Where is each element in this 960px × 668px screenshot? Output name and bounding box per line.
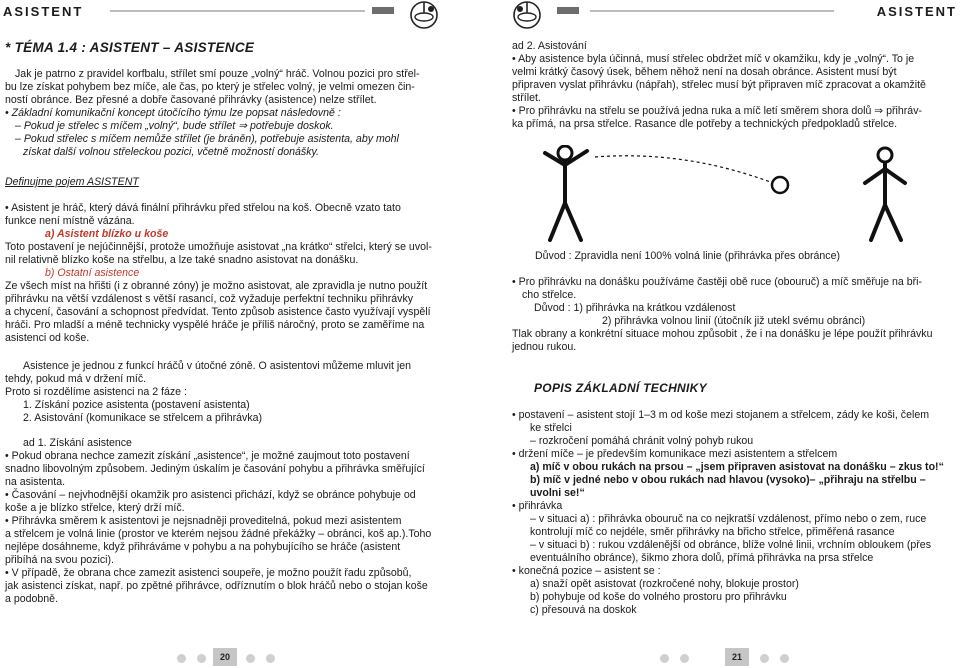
concept-dash-2a: – Pokud střelec s míčem nemůže střílet (je bráněn), potřebuje asistenta, aby mohl [15, 133, 399, 145]
header-block-left [372, 7, 394, 14]
b-line-3: a chycení, časování a schopnost předvídat. Tento způsob asistence často využívají vyspělí [5, 306, 431, 318]
b-label: b) Ostatní asistence [45, 267, 140, 279]
intro-line-3: ností obránce. Bez přesné a dobře časované přihrávky (asistence) nelze střílet. [5, 94, 377, 106]
left-page [0, 0, 480, 667]
ad2-line-2: velmi krátký časový úsek, během něhož není na dosah obránce. Asistent musí být [512, 66, 897, 78]
tech-line-3: – rozkročení pomáhá chránit volný pohyb rukou [530, 435, 754, 447]
para2-line-2: tehdy, pokud má v držení míč. [5, 373, 147, 385]
ad2-line-3: připraven vyslat přihrávku (nápřah), střelec musí být připraven míč zpracovat a okamžitě [512, 79, 926, 91]
ad1-line-6: • Přihrávka směrem k asistentovi je nejsnadněji proveditelná, pokud mezi asistentem [5, 515, 402, 527]
tech-line-8: • přihrávka [512, 500, 563, 512]
footer-dots-left [177, 650, 217, 668]
ad1-line-3: na asistenta. [5, 476, 66, 488]
ad2-line-4: střílet. [512, 92, 541, 104]
tech-line-5: a) míč v obou rukách na prsou – „jsem připraven asistovat na donášku – zkus to!“ [530, 461, 944, 473]
section-2-title: POPIS ZÁKLADNÍ TECHNIKY [534, 381, 707, 395]
intro-line-2: bu lze získat pohybem bez míče, ale čas, po který je střelec volný, je velmi omezen čin- [5, 81, 415, 93]
tech-line-9: – v situaci a) : přihrávka obouruč na co nejkratší vzdálenost, přímo nebo o zem, ruce [530, 513, 927, 525]
korfball-logo-icon [404, 0, 444, 30]
b-line-4: hráči. Pro mladší a méně technicky vyspělé hráče je příliš náročný, proto se zaměříme na [5, 319, 425, 331]
ad1-line-8: nejlépe dosáhneme, když přihráváme v pohybu a na pohybujícího se hráče (asistent [5, 541, 401, 553]
ad1-line-2: snadno libovolným způsobem. Jediným úskalím je časování pohybu a přihrávka směřující [5, 463, 425, 475]
tech-line-6: b) míč v jedné nebo v obou rukách nad hlavou (vysoko)– „přihraju na střelbu – [530, 474, 926, 486]
header-rule-left [110, 10, 365, 12]
duvod-2a: Důvod : 1) přihrávka na krátkou vzdálenost [534, 302, 736, 314]
duvod-2b: 2) přihrávka volnou linií (útočník již utekl svému obránci) [602, 315, 866, 327]
para2-line-3: Proto si rozdělíme asistenci na 2 fáze : [5, 386, 187, 398]
tech-line-15: b) pohybuje od koše do volného prostoru pro přihrávku [530, 591, 787, 603]
a-line-2: nil relativně blízko koše na střelbu, a lze také snadno asistovat na donášku. [5, 254, 359, 266]
ad2-block [512, 40, 957, 131]
page-number-right: 21 [725, 648, 749, 666]
topic-title: * TÉMA 1.4 : ASISTENT – ASISTENCE [5, 40, 255, 55]
ad1-label: ad 1. Získání asistence [23, 437, 132, 449]
intro-paragraph [5, 68, 445, 159]
concept-dash-1: – Pokud je střelec s míčem „volný“, bude střílet ⇒ potřebuje doskok. [15, 120, 334, 132]
header-rule-right [590, 10, 834, 12]
tech-line-4: • držení míče – je především komunikace mezi asistentem a střelcem [512, 448, 838, 460]
ad1-line-7: a střelcem je volná linie (prostor ve kterém nejsou žádné překážky – obránci, koš ap.).Toho [5, 528, 432, 540]
a-line-1: Toto postavení je nejúčinnější, protože umožňuje asistovat „na krátko“ střelci, který se uvol- [5, 241, 432, 253]
footer-dots-left-2 [246, 650, 286, 668]
summary-line-2: jednou rukou. [512, 341, 577, 353]
ad1-line-12: a podobně. [5, 593, 59, 605]
tech-line-11: – v situaci b) : rukou vzdálenější od obránce, blíže volné linii, vrchním obloukem (přes [530, 539, 931, 551]
concept-dash-2b: získat další volnou střeleckou pozici, včetně možností donášky. [23, 146, 319, 158]
ad2-line-5: • Pro přihrávku na střelu se používá jedna ruka a míč letí směrem shora dolů ⇒ přihráv- [512, 105, 923, 117]
ad1-line-4: • Časování – nejvhodnější okamžik pro asistenci přichází, když se obránce pohybuje od [5, 489, 416, 501]
tech-line-2: ke střelci [530, 422, 572, 434]
header-block-right [557, 7, 579, 14]
header-title-right: ASISTENT [876, 4, 957, 19]
concept-bullet: • Základní komunikační koncept útočícího týmu lze popsat následovně : [5, 107, 341, 119]
ad1-line-1: • Pokud obrana nechce zamezit získání „asistence“, je možné zaujmout toto postavení [5, 450, 410, 462]
ad1-block [5, 437, 450, 606]
def-line-1: • Asistent je hráč, který dává finální přihrávku před střelou na koš. Obecně vzato tato [5, 202, 401, 214]
header-title-left: ASISTENT [3, 4, 84, 19]
page-number-left: 20 [213, 648, 237, 666]
tech-line-14: a) snaží opět asistovat (rozkročené nohy, blokuje prostor) [530, 578, 799, 590]
passing-illustration [505, 145, 945, 245]
tech-line-13: • konečná pozice – asistent se : [512, 565, 661, 577]
summary-line-1: Tlak obrany a konkrétní situace mohou způsobit , že i na donášku je lépe použít přihrávku [512, 328, 933, 340]
def-line-2: funkce není místně vázána. [5, 215, 135, 227]
ad1-line-9: přibíhá na svou pozici). [5, 554, 114, 566]
tech-line-1: • postavení – asistent stojí 1–3 m od koše mezi stojanem a střelcem, zády ke koši, čelem [512, 409, 930, 421]
ad1-line-5: koše a je blízko střelce, který drží míč. [5, 502, 185, 514]
tech-line-16: c) přesouvá na doskok [530, 604, 637, 616]
phase-1: 1. Získání pozice asistenta (postavení asistenta) [23, 399, 250, 411]
duvod-1: Důvod : Zpravidla není 100% volná linie (přihrávka přes obránce) [535, 250, 841, 262]
donaska-line-2: cho střelce. [522, 289, 577, 301]
tech-line-10: kontrolují míč co nejdéle, směr přihrávky na břicho střelce, přiměřená rasance [530, 526, 895, 538]
definition-block [5, 202, 450, 345]
define-heading: Definujme pojem ASISTENT [5, 176, 139, 188]
ad2-line-1: • Aby asistence byla účinná, musí střelec obdržet míč v okamžiku, kdy je „volný“. To je [512, 53, 915, 65]
para2-line-1: Asistence je jednou z funkcí hráčů v útočné zóně. O asistentovi můžeme mluvit jen [23, 360, 412, 372]
korfball-logo-icon [507, 0, 547, 30]
tech-line-12: eventuálního obránce), šikmo zhora dolů, přímá přihrávka na prsa střelce [530, 552, 874, 564]
b-line-2: přihrávku na větší vzdálenost s větší rasancí, což vyžaduje perfektní techniku přihrávky [5, 293, 414, 305]
intro-line-1: Jak je patrno z pravidel korfbalu, střílet smí pouze „volný“ hráč. Volnou pozici pro střel- [15, 68, 420, 80]
tech-line-7: uvolni se!“ [530, 487, 585, 499]
ad1-line-10: • V případě, že obrana chce zamezit asistenci soupeře, je možno použít řadu způsobů, [5, 567, 412, 579]
right-page [480, 0, 960, 667]
a-label: a) Asistent blízko u koše [45, 228, 169, 240]
phase-2: 2. Asistování (komunikace se střelcem a přihrávka) [23, 412, 263, 424]
ad1-line-11: jak asistenci získat, např. po zpětné přihrávce, odříznutím o blok hráčů nebo o stojan koše [5, 580, 428, 592]
donaska-line-1: • Pro přihrávku na donášku používáme častěji obě ruce (obouruč) a míč směřuje na bři- [512, 276, 922, 288]
b-line-5: asistenci od koše. [5, 332, 90, 344]
ad2-label: ad 2. Asistování [512, 40, 587, 52]
ad2-line-6: ka přímá, na prsa střelce. Rasance dle potřeby a technických předpokladů střelce. [512, 118, 898, 130]
phases-block [5, 360, 450, 425]
b-line-1: Ze všech míst na hřišti (i z obranné zóny) je možno asistovat, ale zpravidla je nutno použít [5, 280, 428, 292]
